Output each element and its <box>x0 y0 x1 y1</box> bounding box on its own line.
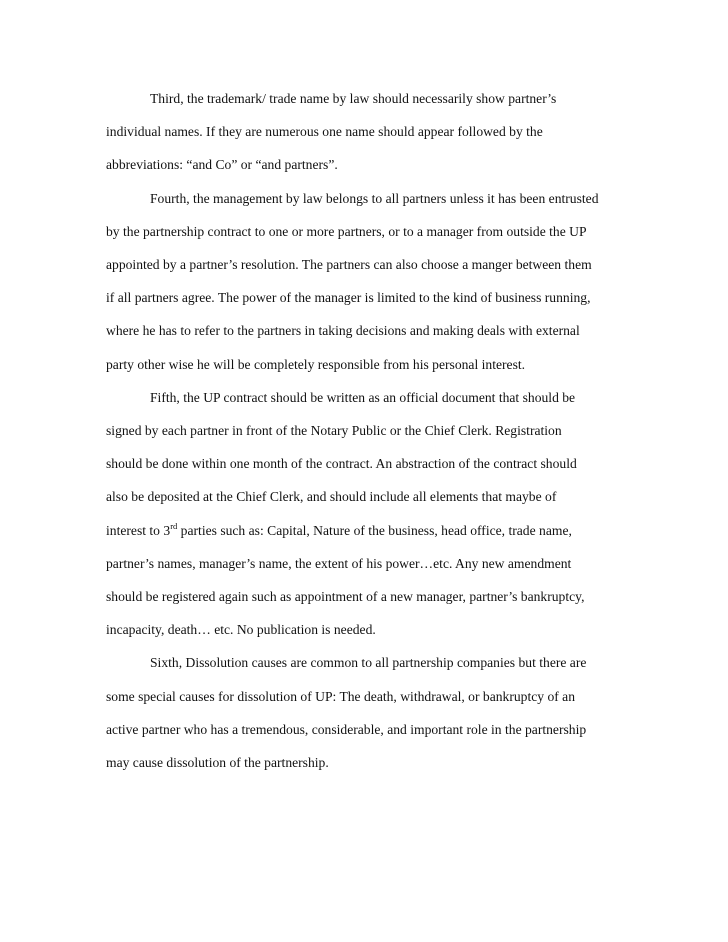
text-segment: parties such as: Capital, Nature of the business, head office, trade name, <box>177 522 572 538</box>
text-line: active partner who has a tremendous, considerable, and important role in the partnership <box>106 721 587 737</box>
text-line: should be registered again such as appointment of a new manager, partner’s bankruptcy, <box>106 589 585 605</box>
text-line: where he has to refer to the partners in taking decisions and making deals with external <box>106 323 580 339</box>
text-line: Sixth, Dissolution causes are common to all partnership companies but there are <box>150 655 587 671</box>
text-line: signed by each partner in front of the Notary Public or the Chief Clerk. Registration <box>106 423 562 439</box>
text-line: by the partnership contract to one or more partners, or to a manager from outside the UP <box>106 223 587 239</box>
ordinal-superscript: rd <box>170 520 178 531</box>
text-line: Fourth, the management by law belongs to all partners unless it has been entrusted <box>150 190 599 206</box>
paragraph-dissolution <box>106 646 634 779</box>
document-body <box>106 82 634 779</box>
text-segment: interest to 3 <box>106 522 171 538</box>
text-line: may cause dissolution of the partnership. <box>106 755 329 771</box>
paragraph-contract <box>106 381 634 647</box>
text-line: abbreviations: “and Co” or “and partners”. <box>106 157 338 173</box>
text-line: also be deposited at the Chief Clerk, and should include all elements that maybe of <box>106 489 557 505</box>
text-line: appointed by a partner’s resolution. The partners can also choose a manger between them <box>106 257 592 273</box>
text-line-with-superscript <box>106 514 634 547</box>
paragraph-management <box>106 182 634 381</box>
paragraph-trademark <box>106 82 634 182</box>
text-line: if all partners agree. The power of the manager is limited to the kind of business running, <box>106 290 591 306</box>
text-line: partner’s names, manager’s name, the extent of his power…etc. Any new amendment <box>106 555 572 571</box>
text-line: some special causes for dissolution of UP: The death, withdrawal, or bankruptcy of an <box>106 688 575 704</box>
text-line: incapacity, death… etc. No publication is needed. <box>106 622 376 638</box>
text-line: Third, the trademark/ trade name by law should necessarily show partner’s <box>150 91 557 106</box>
text-line: party other wise he will be completely responsible from his personal interest. <box>106 356 526 372</box>
text-line: Fifth, the UP contract should be written as an official document that should be <box>150 389 576 405</box>
text-line: should be done within one month of the contract. An abstraction of the contract should <box>106 456 577 472</box>
text-line: individual names. If they are numerous one name should appear followed by the <box>106 124 543 140</box>
